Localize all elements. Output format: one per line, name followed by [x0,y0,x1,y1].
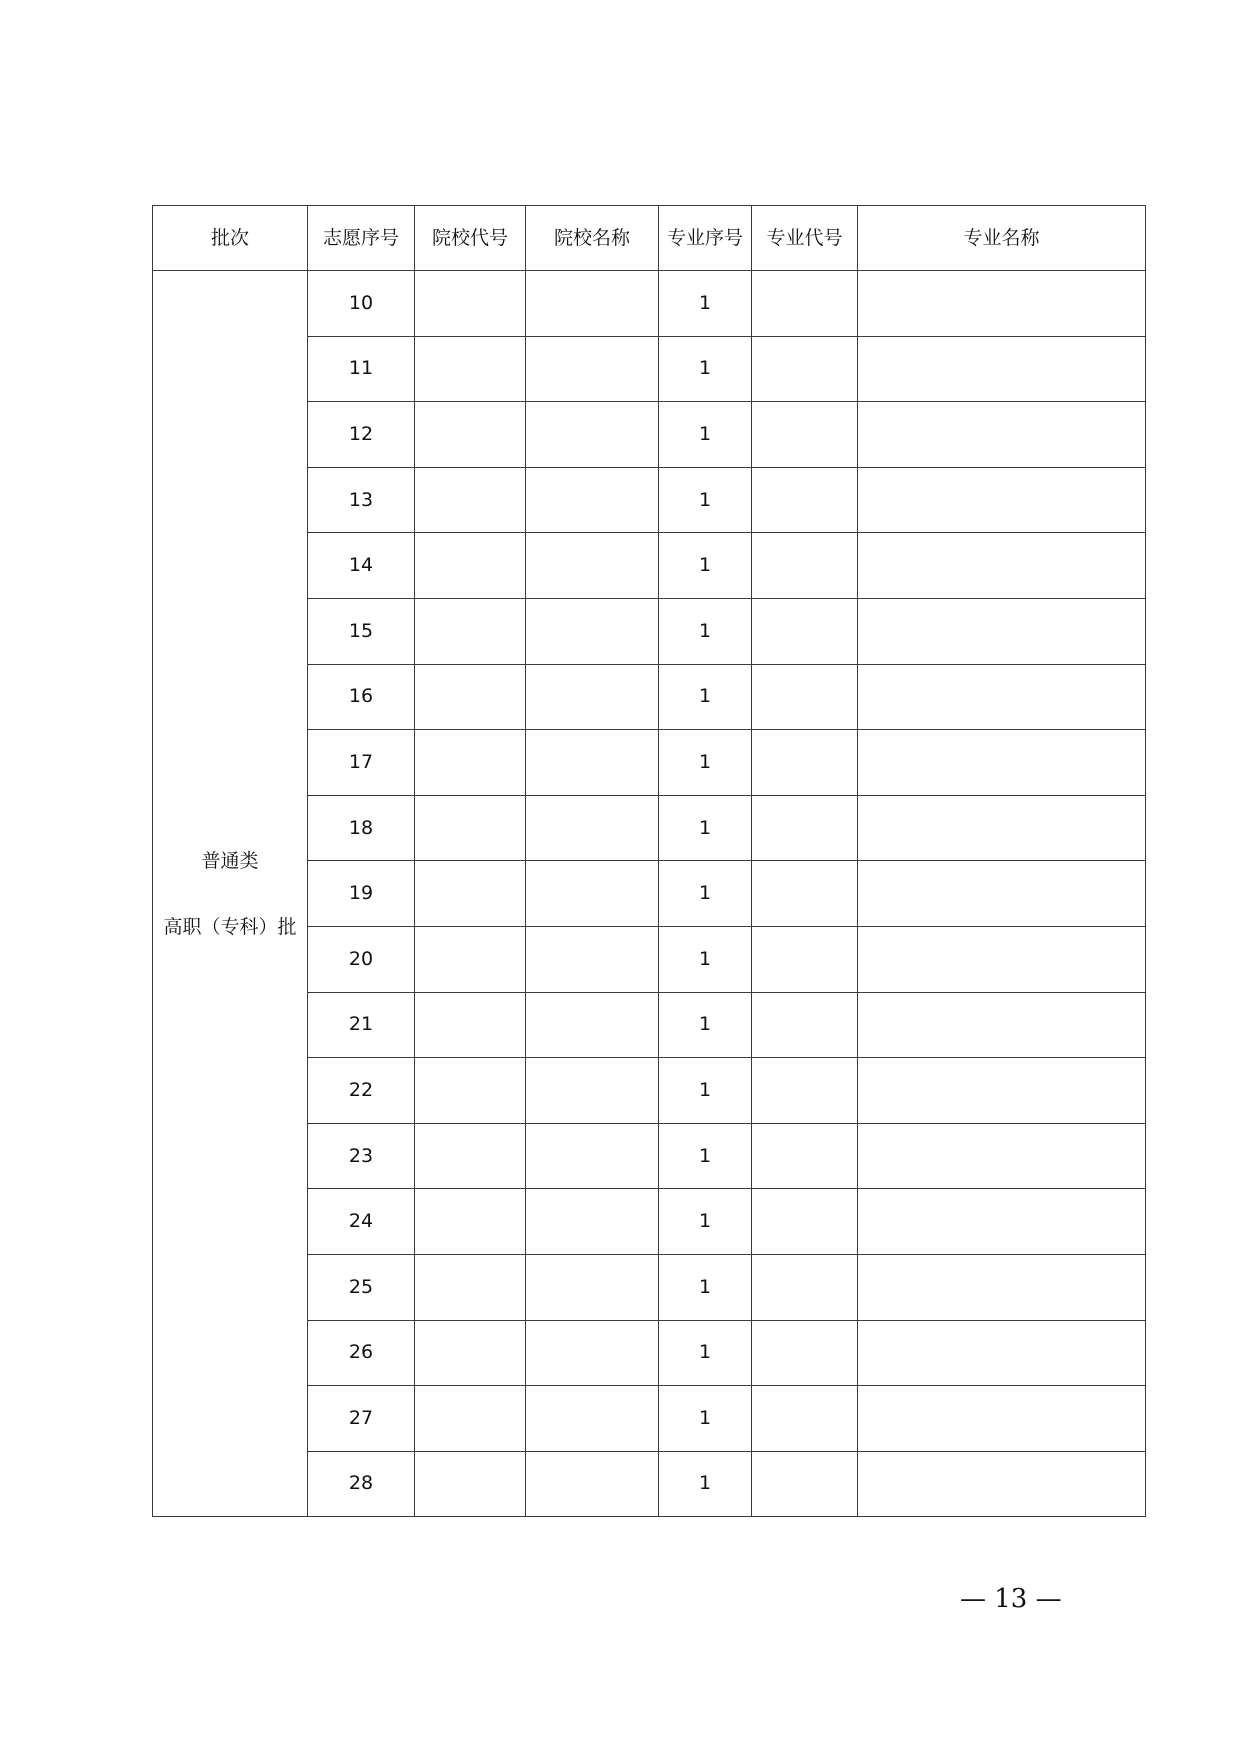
major-number-cell: 1 [659,598,752,664]
major-number-cell: 1 [659,992,752,1058]
major-name-cell[interactable] [858,861,1146,927]
major-number-cell: 1 [659,1320,752,1386]
choice-number-cell: 19 [308,861,415,927]
choice-number-cell: 20 [308,926,415,992]
school-code-cell[interactable] [415,1451,526,1517]
major-number-cell: 1 [659,664,752,730]
major-name-cell[interactable] [858,402,1146,468]
major-code-cell[interactable] [752,533,858,599]
major-code-cell[interactable] [752,402,858,468]
choice-number-cell: 26 [308,1320,415,1386]
school-name-cell[interactable] [526,861,659,927]
major-number-cell: 1 [659,271,752,337]
header-major-name: 专业名称 [858,206,1146,271]
school-name-cell[interactable] [526,664,659,730]
major-name-cell[interactable] [858,1386,1146,1452]
major-code-cell[interactable] [752,861,858,927]
school-name-cell[interactable] [526,467,659,533]
header-choice-number: 志愿序号 [308,206,415,271]
major-code-cell[interactable] [752,730,858,796]
major-name-cell[interactable] [858,336,1146,402]
school-code-cell[interactable] [415,861,526,927]
major-number-cell: 1 [659,730,752,796]
school-code-cell[interactable] [415,533,526,599]
school-code-cell[interactable] [415,1386,526,1452]
batch-cell [153,271,308,1517]
school-name-cell[interactable] [526,1386,659,1452]
choice-number-cell: 27 [308,1386,415,1452]
application-form-table [152,205,1146,1517]
major-code-cell[interactable] [752,1189,858,1255]
major-code-cell[interactable] [752,926,858,992]
major-name-cell[interactable] [858,271,1146,337]
major-number-cell: 1 [659,1386,752,1452]
school-code-cell[interactable] [415,1123,526,1189]
school-name-cell[interactable] [526,730,659,796]
major-name-cell[interactable] [858,1451,1146,1517]
school-name-cell[interactable] [526,795,659,861]
school-name-cell[interactable] [526,402,659,468]
school-name-cell[interactable] [526,271,659,337]
school-name-cell[interactable] [526,598,659,664]
school-code-cell[interactable] [415,271,526,337]
school-code-cell[interactable] [415,926,526,992]
school-name-cell[interactable] [526,1123,659,1189]
major-name-cell[interactable] [858,533,1146,599]
choice-number-cell: 21 [308,992,415,1058]
school-name-cell[interactable] [526,1320,659,1386]
major-code-cell[interactable] [752,992,858,1058]
school-code-cell[interactable] [415,992,526,1058]
school-code-cell[interactable] [415,730,526,796]
batch-level-label: 高职（专科）批 [163,915,297,938]
choice-number-cell: 10 [308,271,415,337]
major-code-cell[interactable] [752,336,858,402]
major-name-cell[interactable] [858,664,1146,730]
choice-number-cell: 14 [308,533,415,599]
major-code-cell[interactable] [752,795,858,861]
major-number-cell: 1 [659,467,752,533]
major-code-cell[interactable] [752,1451,858,1517]
choice-number-cell: 17 [308,730,415,796]
batch-category-label: 普通类 [201,849,259,872]
major-number-cell: 1 [659,336,752,402]
table-body [153,271,1146,1517]
major-code-cell[interactable] [752,271,858,337]
major-number-cell: 1 [659,795,752,861]
school-code-cell[interactable] [415,598,526,664]
major-name-cell[interactable] [858,1254,1146,1320]
school-name-cell[interactable] [526,1451,659,1517]
choice-number-cell: 25 [308,1254,415,1320]
major-name-cell[interactable] [858,1058,1146,1124]
school-code-cell[interactable] [415,1189,526,1255]
header-batch: 批次 [153,206,308,271]
school-name-cell[interactable] [526,926,659,992]
major-code-cell[interactable] [752,1058,858,1124]
choice-number-cell: 23 [308,1123,415,1189]
table-row [153,271,1146,337]
major-code-cell[interactable] [752,1386,858,1452]
school-code-cell[interactable] [415,1254,526,1320]
major-name-cell[interactable] [858,795,1146,861]
major-number-cell: 1 [659,926,752,992]
header-major-number: 专业序号 [659,206,752,271]
major-code-cell[interactable] [752,1254,858,1320]
major-number-cell: 1 [659,1254,752,1320]
page-number: — 13 — [960,1584,1062,1614]
school-name-cell[interactable] [526,992,659,1058]
major-number-cell: 1 [659,1123,752,1189]
school-code-cell[interactable] [415,336,526,402]
choice-number-cell: 16 [308,664,415,730]
major-code-cell[interactable] [752,1320,858,1386]
school-code-cell[interactable] [415,1320,526,1386]
major-name-cell[interactable] [858,926,1146,992]
major-code-cell[interactable] [752,1123,858,1189]
major-number-cell: 1 [659,1189,752,1255]
school-name-cell[interactable] [526,1254,659,1320]
school-name-cell[interactable] [526,1189,659,1255]
header-major-code: 专业代号 [752,206,858,271]
school-code-cell[interactable] [415,1058,526,1124]
header-school-code: 院校代号 [415,206,526,271]
major-number-cell: 1 [659,533,752,599]
choice-number-cell: 24 [308,1189,415,1255]
school-name-cell[interactable] [526,1058,659,1124]
school-name-cell[interactable] [526,533,659,599]
major-number-cell: 1 [659,861,752,927]
choice-number-cell: 12 [308,402,415,468]
header-school-name: 院校名称 [526,206,659,271]
school-code-cell[interactable] [415,664,526,730]
school-code-cell[interactable] [415,402,526,468]
header-row [153,206,1146,271]
choice-number-cell: 13 [308,467,415,533]
major-code-cell[interactable] [752,467,858,533]
choice-number-cell: 11 [308,336,415,402]
school-name-cell[interactable] [526,336,659,402]
school-code-cell[interactable] [415,795,526,861]
major-number-cell: 1 [659,402,752,468]
major-name-cell[interactable] [858,467,1146,533]
major-code-cell[interactable] [752,664,858,730]
choice-number-cell: 28 [308,1451,415,1517]
major-name-cell[interactable] [858,992,1146,1058]
major-code-cell[interactable] [752,598,858,664]
major-name-cell[interactable] [858,598,1146,664]
choice-number-cell: 15 [308,598,415,664]
major-name-cell[interactable] [858,730,1146,796]
school-code-cell[interactable] [415,467,526,533]
major-number-cell: 1 [659,1451,752,1517]
major-name-cell[interactable] [858,1320,1146,1386]
major-name-cell[interactable] [858,1189,1146,1255]
major-name-cell[interactable] [858,1123,1146,1189]
major-number-cell: 1 [659,1058,752,1124]
choice-number-cell: 22 [308,1058,415,1124]
choice-number-cell: 18 [308,795,415,861]
